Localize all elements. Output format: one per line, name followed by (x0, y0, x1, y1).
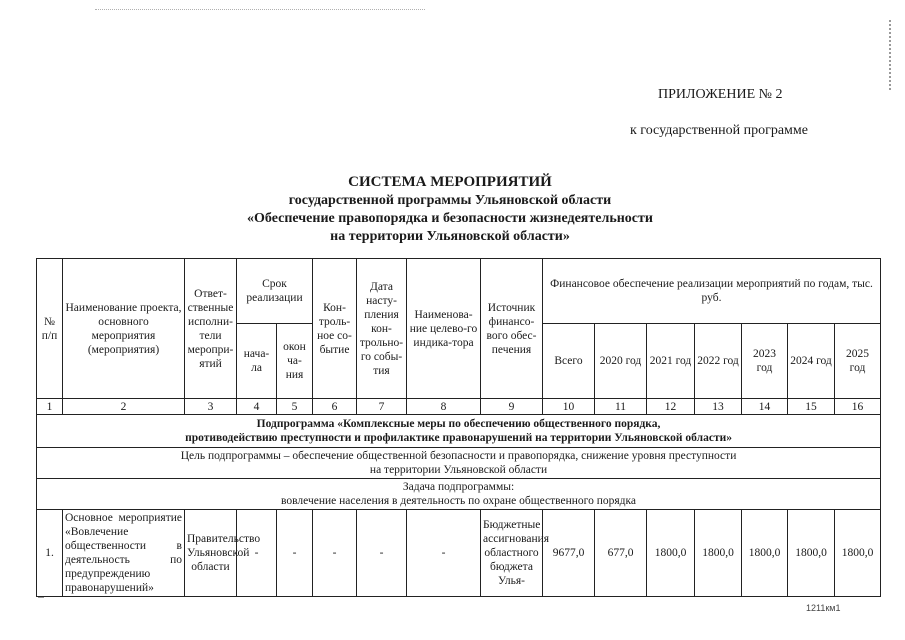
scan-artifact-top (95, 9, 425, 10)
column-number: 5 (277, 399, 313, 415)
header-name: Наименование проекта, основного мероприятия (мероприятия) (63, 259, 185, 399)
column-number: 11 (595, 399, 647, 415)
column-number: 13 (695, 399, 742, 415)
column-number: 7 (357, 399, 407, 415)
title-line-4: на территории Ульяновской области» (330, 229, 570, 244)
title-line-2: государственной программы Ульяновской области (288, 193, 612, 208)
row-name: Основное мероприятие «Вовлечение общественности в деятельность по предупреждению правонарушений» (63, 510, 185, 597)
goal-row (37, 448, 881, 479)
row-2020: 677,0 (595, 510, 647, 597)
goal-line-1: Цель подпрограммы – обеспечение общественной безопасности и правопорядка, снижение уровня преступности (180, 450, 737, 462)
column-number: 14 (742, 399, 788, 415)
row-source: Бюджетные ассигнования областного бюджета Улья- (481, 510, 543, 597)
column-number: 6 (313, 399, 357, 415)
row-2024: 1800,0 (788, 510, 835, 597)
header-num: № п/п (37, 259, 63, 399)
row-2025: 1800,0 (835, 510, 881, 597)
row-start: - (237, 510, 277, 597)
header-year-2024: 2024 год (788, 324, 835, 399)
column-number: 8 (407, 399, 481, 415)
scan-artifact-bottom (38, 597, 44, 598)
header-year-2025: 2025 год (835, 324, 881, 399)
appendix-title: ПРИЛОЖЕНИЕ № 2 (658, 87, 783, 102)
column-number: 3 (185, 399, 237, 415)
title-line-3: «Обеспечение правопорядка и безопасности жизнедеятельности (247, 211, 653, 226)
row-control-event: - (313, 510, 357, 597)
header-executors: Ответ-ственные исполни-тели меропри-ятий (185, 259, 237, 399)
row-executor: Правительство Ульяновской области (185, 510, 237, 597)
header-year-2021: 2021 год (647, 324, 695, 399)
column-number: 16 (835, 399, 881, 415)
header-term: Срок реализации (237, 259, 313, 324)
column-number: 4 (237, 399, 277, 415)
header-finance: Финансовое обеспечение реализации мероприятий по годам, тыс. руб. (543, 259, 881, 324)
document-title (190, 173, 710, 246)
title-line-1: СИСТЕМА МЕРОПРИЯТИЙ (348, 174, 552, 190)
task-line-1: Задача подпрограммы: (402, 481, 515, 493)
header-year-2022: 2022 год (695, 324, 742, 399)
row-indicator: - (407, 510, 481, 597)
page-code: 1211км1 (806, 603, 841, 613)
column-number: 15 (788, 399, 835, 415)
task-row (37, 479, 881, 510)
row-num: 1. (37, 510, 63, 597)
row-2022: 1800,0 (695, 510, 742, 597)
row-end: - (277, 510, 313, 597)
column-number: 2 (63, 399, 185, 415)
appendix-subtitle: к государственной программе (630, 123, 808, 138)
goal-line-2: на территории Ульяновской области (369, 464, 548, 476)
header-term-end: окон ча-ния (277, 324, 313, 399)
column-number: 12 (647, 399, 695, 415)
table-row (37, 510, 881, 597)
column-number: 9 (481, 399, 543, 415)
column-number: 1 (37, 399, 63, 415)
scan-artifact-right (889, 20, 891, 90)
header-term-start: нача-ла (237, 324, 277, 399)
header-control-date: Дата насту-пления кон-трольно-го собы-тия (357, 259, 407, 399)
measures-table (36, 258, 881, 597)
task-line-2: вовлечение населения в деятельность по охране общественного порядка (281, 495, 637, 507)
header-control-event: Кон-троль-ное со-бытие (313, 259, 357, 399)
column-number: 10 (543, 399, 595, 415)
row-total: 9677,0 (543, 510, 595, 597)
subprogram-line-1: Подпрограмма «Комплексные меры по обеспечению общественного порядка, (256, 418, 661, 430)
row-control-date: - (357, 510, 407, 597)
row-2021: 1800,0 (647, 510, 695, 597)
subprogram-line-2: противодействию преступности и профилактике правонарушений на территории Ульяновской области» (185, 432, 732, 444)
header-year-2023: 2023 год (742, 324, 788, 399)
header-total: Всего (543, 324, 595, 399)
header-year-2020: 2020 год (595, 324, 647, 399)
header-indicator: Наименова-ние целево-го индика-тора (407, 259, 481, 399)
header-source: Источник финансо-вого обес-печения (481, 259, 543, 399)
row-2023: 1800,0 (742, 510, 788, 597)
subprogram-row (37, 415, 881, 448)
